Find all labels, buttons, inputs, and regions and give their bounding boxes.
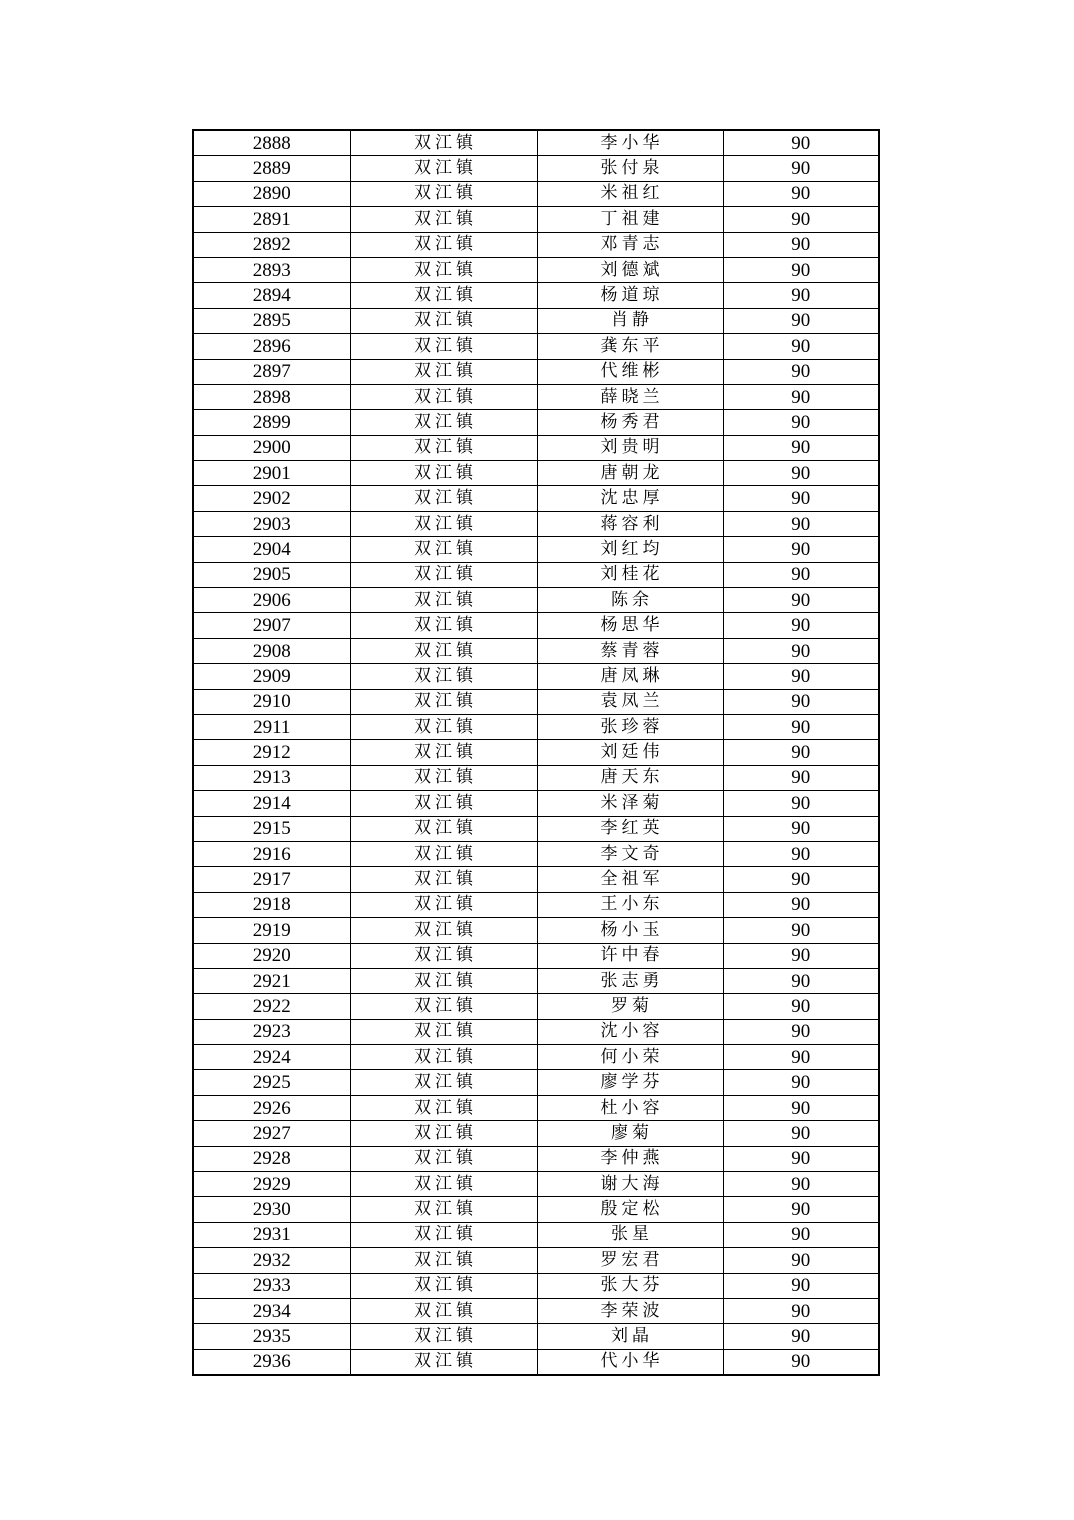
person-name-cell: 刘廷伟 [537, 740, 723, 765]
town-cell: 双江镇 [350, 638, 537, 663]
row-number-cell: 2889 [193, 156, 350, 181]
row-number-cell: 2935 [193, 1324, 350, 1349]
table-row [193, 334, 879, 359]
score-cell: 90 [723, 1222, 879, 1247]
town-cell: 双江镇 [350, 334, 537, 359]
town-cell: 双江镇 [350, 1349, 537, 1375]
score-cell: 90 [723, 1324, 879, 1349]
score-cell: 90 [723, 1019, 879, 1044]
row-number-cell: 2926 [193, 1095, 350, 1120]
town-cell: 双江镇 [350, 689, 537, 714]
person-name-cell: 许中春 [537, 943, 723, 968]
score-cell: 90 [723, 740, 879, 765]
person-name-cell: 杨小玉 [537, 918, 723, 943]
score-cell: 90 [723, 943, 879, 968]
table-row [193, 968, 879, 993]
table-row [193, 740, 879, 765]
table-row [193, 537, 879, 562]
town-cell: 双江镇 [350, 1019, 537, 1044]
table-row [193, 130, 879, 156]
person-name-cell: 廖学芬 [537, 1070, 723, 1095]
row-number-cell: 2908 [193, 638, 350, 663]
person-name-cell: 沈忠厚 [537, 486, 723, 511]
town-cell: 双江镇 [350, 968, 537, 993]
table-row [193, 1197, 879, 1222]
person-name-cell: 龚东平 [537, 334, 723, 359]
person-name-cell: 刘红均 [537, 537, 723, 562]
score-cell: 90 [723, 1248, 879, 1273]
score-cell: 90 [723, 968, 879, 993]
row-number-cell: 2895 [193, 308, 350, 333]
row-number-cell: 2914 [193, 791, 350, 816]
score-cell: 90 [723, 257, 879, 282]
person-name-cell: 唐天东 [537, 765, 723, 790]
table-row [193, 664, 879, 689]
table-row [193, 486, 879, 511]
score-cell: 90 [723, 1146, 879, 1171]
table-row [193, 1324, 879, 1349]
table-row [193, 308, 879, 333]
town-cell: 双江镇 [350, 892, 537, 917]
town-cell: 双江镇 [350, 1045, 537, 1070]
row-number-cell: 2936 [193, 1349, 350, 1375]
score-cell: 90 [723, 156, 879, 181]
person-name-cell: 李小华 [537, 130, 723, 156]
table-row [193, 511, 879, 536]
score-cell: 90 [723, 689, 879, 714]
town-cell: 双江镇 [350, 994, 537, 1019]
person-name-cell: 刘贵明 [537, 435, 723, 460]
score-cell: 90 [723, 1045, 879, 1070]
row-number-cell: 2903 [193, 511, 350, 536]
score-cell: 90 [723, 918, 879, 943]
table-row [193, 384, 879, 409]
table-row [193, 841, 879, 866]
row-number-cell: 2932 [193, 1248, 350, 1273]
town-cell: 双江镇 [350, 867, 537, 892]
town-cell: 双江镇 [350, 841, 537, 866]
person-name-cell: 李仲燕 [537, 1146, 723, 1171]
person-name-cell: 代小华 [537, 1349, 723, 1375]
person-name-cell: 陈余 [537, 588, 723, 613]
score-cell: 90 [723, 359, 879, 384]
person-name-cell: 杨道琼 [537, 283, 723, 308]
person-name-cell: 杨思华 [537, 613, 723, 638]
person-name-cell: 米泽菊 [537, 791, 723, 816]
score-cell: 90 [723, 765, 879, 790]
town-cell: 双江镇 [350, 1146, 537, 1171]
table-row [193, 359, 879, 384]
score-cell: 90 [723, 1121, 879, 1146]
row-number-cell: 2905 [193, 562, 350, 587]
person-name-cell: 唐凤琳 [537, 664, 723, 689]
score-cell: 90 [723, 841, 879, 866]
row-number-cell: 2904 [193, 537, 350, 562]
score-cell: 90 [723, 1273, 879, 1298]
town-cell: 双江镇 [350, 1248, 537, 1273]
person-name-cell: 李文奇 [537, 841, 723, 866]
person-name-cell: 殷定松 [537, 1197, 723, 1222]
town-cell: 双江镇 [350, 765, 537, 790]
person-name-cell: 蔡青蓉 [537, 638, 723, 663]
row-number-cell: 2892 [193, 232, 350, 257]
row-number-cell: 2888 [193, 130, 350, 156]
town-cell: 双江镇 [350, 562, 537, 587]
town-cell: 双江镇 [350, 257, 537, 282]
town-cell: 双江镇 [350, 461, 537, 486]
score-cell: 90 [723, 410, 879, 435]
town-cell: 双江镇 [350, 1121, 537, 1146]
table-row [193, 1349, 879, 1375]
roster-table-body [193, 130, 879, 1375]
row-number-cell: 2934 [193, 1298, 350, 1323]
town-cell: 双江镇 [350, 1222, 537, 1247]
person-name-cell: 邓青志 [537, 232, 723, 257]
table-row [193, 816, 879, 841]
score-cell: 90 [723, 461, 879, 486]
town-cell: 双江镇 [350, 613, 537, 638]
row-number-cell: 2894 [193, 283, 350, 308]
table-row [193, 613, 879, 638]
score-cell: 90 [723, 816, 879, 841]
row-number-cell: 2891 [193, 207, 350, 232]
person-name-cell: 刘德斌 [537, 257, 723, 282]
score-cell: 90 [723, 283, 879, 308]
table-row [193, 791, 879, 816]
row-number-cell: 2927 [193, 1121, 350, 1146]
row-number-cell: 2923 [193, 1019, 350, 1044]
town-cell: 双江镇 [350, 943, 537, 968]
table-row [193, 461, 879, 486]
row-number-cell: 2931 [193, 1222, 350, 1247]
town-cell: 双江镇 [350, 1298, 537, 1323]
town-cell: 双江镇 [350, 410, 537, 435]
score-cell: 90 [723, 1298, 879, 1323]
roster-table [192, 129, 880, 1376]
town-cell: 双江镇 [350, 816, 537, 841]
score-cell: 90 [723, 588, 879, 613]
person-name-cell: 唐朝龙 [537, 461, 723, 486]
person-name-cell: 刘晶 [537, 1324, 723, 1349]
person-name-cell: 李红英 [537, 816, 723, 841]
table-row [193, 867, 879, 892]
person-name-cell: 刘桂花 [537, 562, 723, 587]
score-cell: 90 [723, 334, 879, 359]
person-name-cell: 蒋容利 [537, 511, 723, 536]
person-name-cell: 薛晓兰 [537, 384, 723, 409]
row-number-cell: 2924 [193, 1045, 350, 1070]
town-cell: 双江镇 [350, 588, 537, 613]
row-number-cell: 2916 [193, 841, 350, 866]
score-cell: 90 [723, 384, 879, 409]
person-name-cell: 丁祖建 [537, 207, 723, 232]
table-row [193, 1070, 879, 1095]
table-row [193, 1222, 879, 1247]
row-number-cell: 2899 [193, 410, 350, 435]
score-cell: 90 [723, 1095, 879, 1120]
table-row [193, 1045, 879, 1070]
town-cell: 双江镇 [350, 486, 537, 511]
row-number-cell: 2898 [193, 384, 350, 409]
score-cell: 90 [723, 435, 879, 460]
row-number-cell: 2920 [193, 943, 350, 968]
person-name-cell: 张志勇 [537, 968, 723, 993]
town-cell: 双江镇 [350, 130, 537, 156]
score-cell: 90 [723, 994, 879, 1019]
table-row [193, 1095, 879, 1120]
town-cell: 双江镇 [350, 384, 537, 409]
person-name-cell: 张珍蓉 [537, 714, 723, 739]
town-cell: 双江镇 [350, 664, 537, 689]
score-cell: 90 [723, 308, 879, 333]
person-name-cell: 代维彬 [537, 359, 723, 384]
table-row [193, 588, 879, 613]
table-row [193, 156, 879, 181]
table-row [193, 943, 879, 968]
person-name-cell: 全祖军 [537, 867, 723, 892]
person-name-cell: 王小东 [537, 892, 723, 917]
row-number-cell: 2911 [193, 714, 350, 739]
row-number-cell: 2919 [193, 918, 350, 943]
town-cell: 双江镇 [350, 714, 537, 739]
score-cell: 90 [723, 1197, 879, 1222]
row-number-cell: 2907 [193, 613, 350, 638]
row-number-cell: 2901 [193, 461, 350, 486]
town-cell: 双江镇 [350, 918, 537, 943]
person-name-cell: 何小荣 [537, 1045, 723, 1070]
row-number-cell: 2921 [193, 968, 350, 993]
table-row [193, 1273, 879, 1298]
person-name-cell: 罗宏君 [537, 1248, 723, 1273]
town-cell: 双江镇 [350, 283, 537, 308]
row-number-cell: 2929 [193, 1172, 350, 1197]
table-row [193, 257, 879, 282]
score-cell: 90 [723, 664, 879, 689]
score-cell: 90 [723, 638, 879, 663]
row-number-cell: 2890 [193, 181, 350, 206]
row-number-cell: 2930 [193, 1197, 350, 1222]
table-row [193, 892, 879, 917]
row-number-cell: 2912 [193, 740, 350, 765]
town-cell: 双江镇 [350, 740, 537, 765]
score-cell: 90 [723, 791, 879, 816]
person-name-cell: 李荣波 [537, 1298, 723, 1323]
row-number-cell: 2917 [193, 867, 350, 892]
table-row [193, 1019, 879, 1044]
score-cell: 90 [723, 613, 879, 638]
score-cell: 90 [723, 892, 879, 917]
person-name-cell: 米祖红 [537, 181, 723, 206]
table-row [193, 765, 879, 790]
table-row [193, 1248, 879, 1273]
row-number-cell: 2933 [193, 1273, 350, 1298]
town-cell: 双江镇 [350, 1095, 537, 1120]
person-name-cell: 肖静 [537, 308, 723, 333]
town-cell: 双江镇 [350, 232, 537, 257]
row-number-cell: 2922 [193, 994, 350, 1019]
row-number-cell: 2900 [193, 435, 350, 460]
row-number-cell: 2893 [193, 257, 350, 282]
person-name-cell: 张星 [537, 1222, 723, 1247]
row-number-cell: 2906 [193, 588, 350, 613]
table-row [193, 918, 879, 943]
town-cell: 双江镇 [350, 511, 537, 536]
town-cell: 双江镇 [350, 1070, 537, 1095]
town-cell: 双江镇 [350, 1273, 537, 1298]
score-cell: 90 [723, 511, 879, 536]
score-cell: 90 [723, 232, 879, 257]
table-row [193, 283, 879, 308]
table-row [193, 1121, 879, 1146]
row-number-cell: 2909 [193, 664, 350, 689]
person-name-cell: 杨秀君 [537, 410, 723, 435]
person-name-cell: 张大芬 [537, 1273, 723, 1298]
row-number-cell: 2897 [193, 359, 350, 384]
town-cell: 双江镇 [350, 156, 537, 181]
score-cell: 90 [723, 562, 879, 587]
table-row [193, 1298, 879, 1323]
table-row [193, 410, 879, 435]
table-row [193, 1172, 879, 1197]
town-cell: 双江镇 [350, 435, 537, 460]
town-cell: 双江镇 [350, 1324, 537, 1349]
person-name-cell: 谢大海 [537, 1172, 723, 1197]
row-number-cell: 2928 [193, 1146, 350, 1171]
town-cell: 双江镇 [350, 1197, 537, 1222]
table-row [193, 638, 879, 663]
score-cell: 90 [723, 181, 879, 206]
town-cell: 双江镇 [350, 359, 537, 384]
person-name-cell: 杜小容 [537, 1095, 723, 1120]
person-name-cell: 沈小容 [537, 1019, 723, 1044]
table-row [193, 689, 879, 714]
score-cell: 90 [723, 486, 879, 511]
score-cell: 90 [723, 714, 879, 739]
town-cell: 双江镇 [350, 207, 537, 232]
table-row [193, 994, 879, 1019]
table-row [193, 714, 879, 739]
town-cell: 双江镇 [350, 308, 537, 333]
row-number-cell: 2925 [193, 1070, 350, 1095]
score-cell: 90 [723, 1349, 879, 1375]
town-cell: 双江镇 [350, 537, 537, 562]
person-name-cell: 张付泉 [537, 156, 723, 181]
table-row [193, 435, 879, 460]
score-cell: 90 [723, 130, 879, 156]
person-name-cell: 罗菊 [537, 994, 723, 1019]
score-cell: 90 [723, 1172, 879, 1197]
person-name-cell: 廖菊 [537, 1121, 723, 1146]
row-number-cell: 2915 [193, 816, 350, 841]
table-row [193, 181, 879, 206]
table-row [193, 562, 879, 587]
table-row [193, 232, 879, 257]
town-cell: 双江镇 [350, 181, 537, 206]
score-cell: 90 [723, 1070, 879, 1095]
score-cell: 90 [723, 537, 879, 562]
row-number-cell: 2910 [193, 689, 350, 714]
row-number-cell: 2896 [193, 334, 350, 359]
score-cell: 90 [723, 207, 879, 232]
table-row [193, 1146, 879, 1171]
score-cell: 90 [723, 867, 879, 892]
row-number-cell: 2913 [193, 765, 350, 790]
row-number-cell: 2918 [193, 892, 350, 917]
person-name-cell: 袁凤兰 [537, 689, 723, 714]
town-cell: 双江镇 [350, 791, 537, 816]
row-number-cell: 2902 [193, 486, 350, 511]
table-row [193, 207, 879, 232]
town-cell: 双江镇 [350, 1172, 537, 1197]
